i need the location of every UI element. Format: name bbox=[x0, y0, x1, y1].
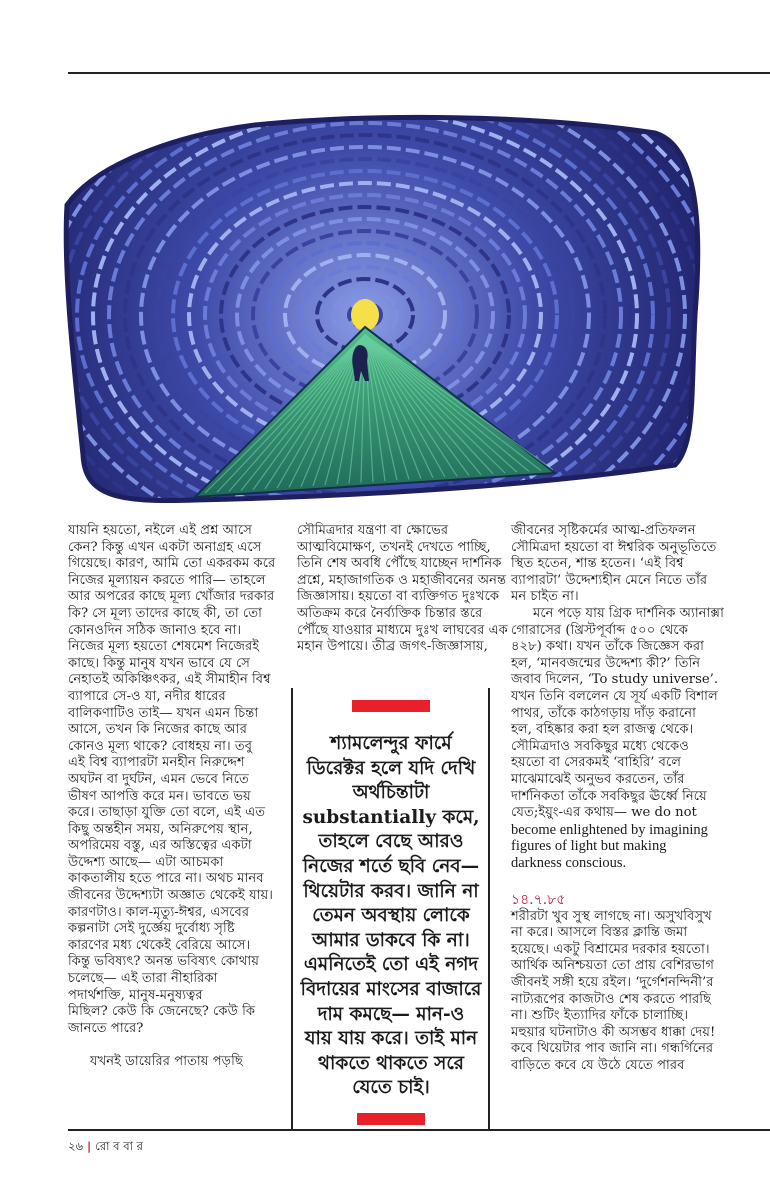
text-line: মনে পড়ে যায় গ্রিক দার্শনিক অ্যানাক্সা bbox=[533, 605, 724, 621]
text-line: থাকতে থাকতে সরে bbox=[318, 1052, 464, 1074]
text-line: শরীরটা খুব সুস্থ লাগছে না। অসুখবিসুখ bbox=[511, 908, 712, 924]
text-line: যখন তিনি বললেন যে সূর্য একটি বিশাল bbox=[511, 688, 718, 704]
footer-separator: | bbox=[86, 1139, 92, 1153]
article-column-2 bbox=[297, 523, 508, 656]
text-line: আর অপরের কাছে মূল্য খোঁজার দরকার bbox=[68, 589, 275, 605]
text-line: কোনওদিন সঠিক জানাও হবে না। bbox=[68, 622, 242, 638]
text-line: নিজের মূল্য হয়তো শেষমেশ নিজেরই bbox=[68, 639, 260, 655]
text-line: ৪২৮) কথা। যখন তাঁকে জিজ্ঞেস করা bbox=[511, 639, 704, 655]
text-line: শ্যামলেন্দুর ফার্মে bbox=[330, 733, 452, 754]
text-line: যায় যায় করে। তাই মান bbox=[304, 1028, 478, 1050]
text-line: নিজের মূল্যায়ন করতে পারি— তাহলে bbox=[68, 572, 266, 588]
text-line: গোরাসের (খ্রিস্টপূর্বাব্দ ৫০০ থেকে bbox=[511, 622, 688, 638]
text-line: জবাব দিলেন, ‘To study universe’. bbox=[511, 672, 719, 688]
text-line: সৌমিত্রদা হয়তো বা ঈশ্বরিক অনুভূতিতে bbox=[511, 539, 717, 555]
text-line: কেন? কিন্তু এখন একটা অনাগ্রহ এসে bbox=[68, 539, 262, 555]
text-line: কোনও মূল্য থাকে? বোধহয় না। তবু bbox=[68, 738, 253, 754]
text-line: মন চাইত না। bbox=[511, 589, 579, 605]
text-line: কারণটাও। কাল-মৃত্যু-ঈশ্বর, এসবের bbox=[68, 904, 250, 920]
text-line: নেহাতই অকিঞ্চিৎকর, এই সীমাহীন বিশ্ব bbox=[68, 672, 271, 688]
article-column-3 bbox=[511, 523, 736, 1075]
text-line: মহুয়ার ঘটনাটাও কী অসম্ভব ধাক্কা দেয়! bbox=[511, 1024, 716, 1040]
text-line: কারণের মধ্য থেকেই বেরিয়ে আসে। bbox=[68, 937, 251, 953]
text-line: তাহলে বেছে আরও bbox=[318, 831, 464, 853]
text-line: জীবনই সঙ্গী হয়ে রইল। ‘দুর্গেশনন্দিনী’র bbox=[511, 975, 714, 991]
text-line: কবে থিয়েটার পাব জানি না। গন্ধর্গিনের bbox=[511, 1041, 714, 1057]
pull-quote-text bbox=[296, 732, 486, 1101]
text-line: বিদায়ের মাংসের বাজারে bbox=[300, 978, 482, 1000]
text-line: এমনিতেই তো এই নগদ bbox=[303, 954, 479, 976]
text-line: পাথর, তাঁকে কাঠগড়ায় দাঁড় করানো bbox=[511, 705, 696, 721]
text-line: স্থিত হতেন, শান্ত হতেন। ‘এই বিশ্ব bbox=[511, 556, 684, 572]
text-line: না। শুটিং ইত্যাদির ফাঁকে চালাচ্ছি। bbox=[511, 1008, 689, 1024]
text-line: তিনি শেষ অবধি পৌঁছে যাচ্ছেন দার্শনিক bbox=[297, 556, 502, 572]
text-line: figures of light but making bbox=[511, 838, 667, 855]
text-line: আর্থিক অনিশ্চয়তা তো প্রায় বেশিরভাগ bbox=[511, 958, 715, 974]
text-line: যেত;ইয়ুং-এর কথায়— we do not bbox=[511, 805, 697, 821]
text-line: ডিরেক্টর হলে যদি দেখি bbox=[306, 757, 476, 779]
text-line: কাকতালীয় হতে পারে না। অথচ মানব bbox=[68, 871, 264, 887]
pull-quote bbox=[296, 700, 486, 1125]
text-line: মহান উপায়ে। তীব্র জগৎ-জিজ্ঞাসায়, bbox=[297, 639, 488, 655]
pull-quote-bottom-bar bbox=[357, 1113, 425, 1125]
text-line: গিয়েছে। কারণ, আমি তো একরকম করে bbox=[68, 556, 276, 572]
text-line: কি? সে মূল্য তাদের কাছে কী, তা তো bbox=[68, 605, 262, 621]
paragraph-start: যখনই ডায়েরির পাতায় পড়ছি bbox=[90, 1054, 243, 1069]
text-line: হয়েছে। একটু বিশ্রামের দরকার হয়তো। bbox=[511, 941, 710, 957]
text-line: আত্মবিমোক্ষণ, তখনই দেখতে পাচ্ছি, bbox=[297, 539, 491, 555]
column-divider-left bbox=[291, 688, 293, 1130]
text-line: হয়তো বা সেরকমই ‘বাহিরি’ বলে bbox=[511, 755, 682, 771]
text-line: এই বিশ্ব ব্যাপারটা মনহীন নিরুদ্দেশ bbox=[68, 755, 245, 771]
text-line: কাছে। কিন্তু মানুষ যখন ভাবে যে সে bbox=[68, 655, 251, 671]
text-line: মাঝেমাঝেই অনুভব করতেন, তাঁর bbox=[511, 771, 685, 787]
text-line: থিয়েটার করব। জানি না bbox=[303, 880, 479, 902]
article-column-1 bbox=[68, 523, 276, 1071]
text-line: substantially কমে, bbox=[302, 806, 480, 828]
column-divider-right bbox=[488, 688, 490, 1130]
text-line: darkness conscious. bbox=[511, 854, 627, 871]
text-line: তেমন অবস্থায় লোকে bbox=[312, 905, 470, 927]
text-line: হল, ‘মানবজন্মের উদ্দেশ্য কী?’ তিনি bbox=[511, 655, 701, 671]
text-line: বাড়িতে কবে যে উঠে যেতে পারব bbox=[511, 1058, 685, 1073]
text-line: হল, বহিষ্কার করা হল রাজত্ব থেকে। bbox=[511, 722, 694, 738]
text-line: আসে, তখন কি নিজের কাছে আর bbox=[68, 722, 247, 738]
text-line: ব্যাপারে সে-ও যা, নদীর ধারের bbox=[68, 688, 226, 704]
page-number: ২৬ bbox=[68, 1139, 83, 1153]
text-line: পদার্থশক্তি, মানুষ-মনুষ্যত্বর bbox=[68, 987, 203, 1003]
text-line: কিন্তু ভবিষ্যৎ? অনন্ত ভবিষ্যৎ কোথায় bbox=[68, 954, 260, 970]
text-line: জানতে পারে? bbox=[68, 1020, 144, 1036]
text-line: চলেছে— এই তারা নীহারিকা bbox=[68, 971, 218, 987]
text-line: প্রশ্নে, মহাজাগতিক ও মহাজীবনের অনন্ত bbox=[297, 572, 507, 588]
text-line: না করে। আসলে বিস্তর ক্লান্তি জমা bbox=[511, 925, 688, 941]
text-line: কল্পনাটা সেই দুর্জ্ঞেয় দুর্বোধ্য সৃষ্টি bbox=[68, 921, 235, 937]
text-line: উদ্দেশ্য আছে— এটা আচমকা bbox=[68, 854, 224, 870]
top-rule bbox=[68, 72, 770, 74]
text-line: নাট্যরূপের কাজটাও শেষ করতে পারছি bbox=[511, 991, 712, 1007]
diary-date: ১৪.৭.৮৫ bbox=[511, 892, 566, 909]
text-line: যায়নি হয়তো, নইলে এই প্রশ্ন আসে bbox=[68, 523, 252, 538]
bottom-rule bbox=[68, 1129, 770, 1131]
text-line: অর্থচিন্তাটা bbox=[352, 782, 430, 804]
pull-quote-top-bar bbox=[352, 700, 430, 712]
text-line: অতিক্রম করে নৈর্ব্যক্তিক চিন্তার স্তরে bbox=[297, 605, 483, 621]
text-line: নিজের শর্তে ছবি নেব— bbox=[302, 855, 480, 877]
text-line: বালিকণাটিও তাই— যখন এমন চিন্তা bbox=[68, 705, 259, 721]
text-line: অপরিমেয় বস্তু, এর অস্তিত্বের একটা bbox=[68, 838, 252, 854]
text-line: পৌঁছে যাওয়ার মাধ্যমে দুঃখ লাঘবের এক bbox=[297, 622, 508, 638]
text-line: অঘটন বা দুর্ঘটন, এমন ভেবে নিতে bbox=[68, 771, 249, 787]
painting-illustration bbox=[55, 95, 715, 515]
text-line: ব্যাপারটা’ উদ্দেশ্যহীন মেনে নিতে তাঁর bbox=[511, 572, 708, 588]
text-line: মিছিল? কেউ কি জেনেছে? কেউ কি bbox=[68, 1004, 256, 1020]
text-line: আমার ডাকবে কি না। bbox=[312, 929, 470, 951]
text-line: সৌমিত্রদাও সবকিছুর মধ্যে থেকেও bbox=[511, 738, 689, 754]
magazine-name: রো ব বা র bbox=[95, 1139, 143, 1153]
text-line: সৌমিত্রদার যন্ত্রণা বা ক্ষোভের bbox=[297, 523, 449, 538]
text-line: জীবনের সৃষ্টিকর্মের আত্ম-প্রতিফলন bbox=[511, 523, 696, 538]
text-line: ভীষণ আপত্তি করে মন। ভাবতে ভয় bbox=[68, 788, 251, 804]
text-line: কিছু অন্তহীন সময়, অনিরুপেয় স্থান, bbox=[68, 821, 253, 837]
page-footer bbox=[68, 1138, 143, 1157]
text-line: become enlightened by imagining bbox=[511, 821, 708, 838]
text-line: যেতে চাই। bbox=[352, 1077, 430, 1099]
text-line: দাম কমছে— মান-ও bbox=[317, 1003, 465, 1025]
text-line: জিজ্ঞাসায়। হয়তো বা ব্যক্তিগত দুঃখকে bbox=[297, 589, 500, 605]
text-line: জীবনের উদ্দেশ্যটা অজ্ঞাত থেকেই যায়। bbox=[68, 888, 274, 904]
text-line: করে। তাছাড়া যুক্তি তো বলে, এই এত bbox=[68, 805, 266, 821]
text-line: দার্শনিকতা তাঁকে সবকিছুর ঊর্ধ্বে নিয়ে bbox=[511, 788, 707, 804]
